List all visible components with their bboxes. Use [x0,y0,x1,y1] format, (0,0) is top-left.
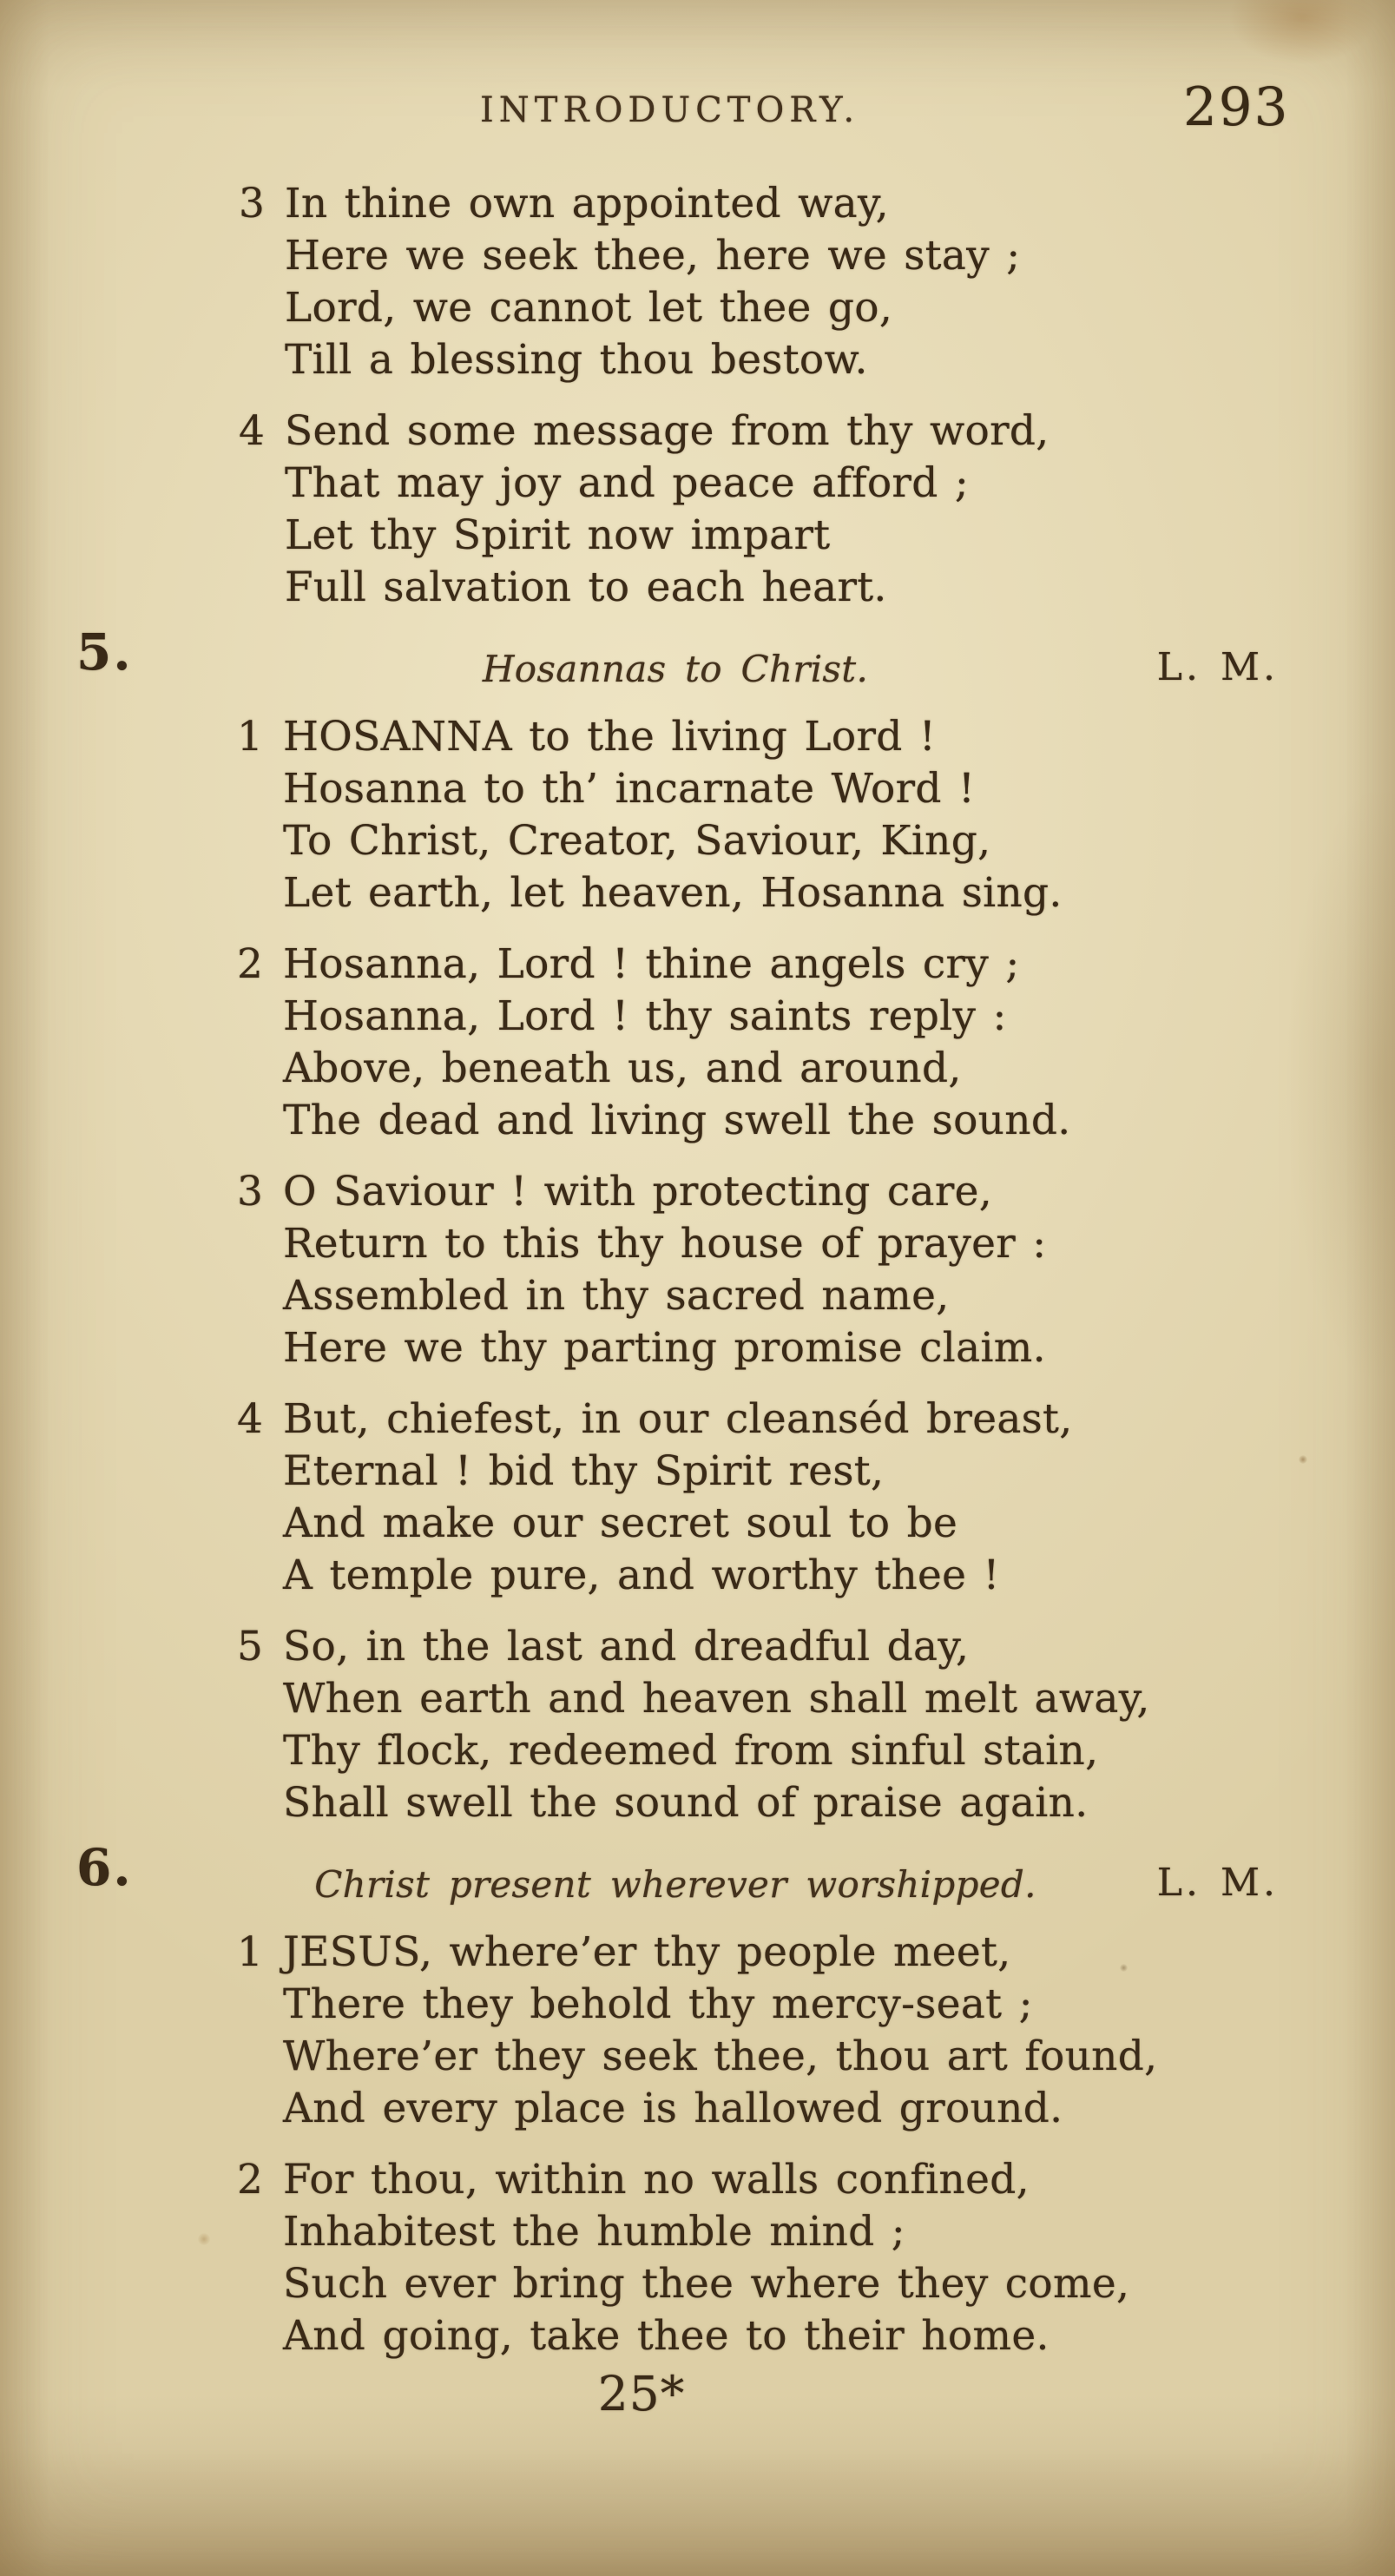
verse-line: A temple pure, and worthy thee ! [283,1552,1000,1599]
hymn-verse [237,1927,1395,2135]
verse-line: There they behold thy mercy-seat ; [283,1980,1033,2028]
hymn-meter: L. M. [1156,1861,1279,1905]
verse-line: Let earth, let heaven, Hosanna sing. [283,869,1063,917]
hymn-verse [237,2154,1395,2362]
hymn-verses [237,1927,1395,2362]
verse-lines [283,1621,1395,1829]
verse-line: Here we seek thee, here we stay ; [285,232,1021,280]
hymn-title: Hosannas to Christ. [482,648,869,690]
verse-number: 5 [237,1623,264,1670]
verse-line: And make our secret soul to be [283,1499,958,1547]
verse-line: Hosanna, Lord ! thine angels cry ; [283,940,1020,988]
page-footer [0,2368,1395,2437]
verse-lines [283,2154,1395,2362]
verse-line: Eternal ! bid thy Spirit rest, [283,1447,885,1495]
verse-line: Where’er they seek thee, thou art found, [283,2032,1158,2080]
hymn-meter: L. M. [1156,645,1279,689]
page-bottom-shadow [0,2448,1395,2576]
hymn-verse [237,939,1395,1147]
verse-line: Above, beneath us, and around, [283,1044,962,1092]
verse-line: That may joy and peace afford ; [285,459,969,507]
verse-number: 1 [237,1928,264,1976]
verse-lines [283,1166,1395,1374]
verse-line: Full salvation to each heart. [285,563,887,611]
hymn-section [0,1838,1395,2362]
verse-line: In thine own appointed way, [285,180,889,227]
verse-number: 2 [237,940,264,988]
verse-line: Thy flock, redeemed from sinful stain, [283,1727,1099,1775]
hymn-text-area [0,178,1395,2437]
verse-line: And every place is hallowed ground. [283,2085,1063,2132]
hymn-title: Christ present wherever worshipped. [314,1863,1036,1906]
hymn-heading [0,623,1395,690]
verse-line: O Saviour ! with protecting care, [283,1168,992,1216]
page-number: 293 [1183,76,1290,138]
verse-line: So, in the last and dreadful day, [283,1623,970,1670]
verse-lines [283,711,1395,919]
verse-line: Inhabitest the humble mind ; [283,2208,905,2256]
paper-stain [1228,0,1376,65]
running-title: INTRODUCTORY. [480,90,860,130]
verse-number: 2 [237,2156,264,2204]
verse-line: When earth and heaven shall melt away, [283,1675,1150,1723]
verse-line: Such ever bring thee where they come, [283,2260,1130,2308]
verse-lines [283,939,1395,1147]
verse-line: Hosanna to th’ incarnate Word ! [283,765,976,813]
verse-line: Shall swell the sound of praise again. [283,1779,1089,1827]
verse-line: Return to this thy house of prayer : [283,1220,1047,1268]
verse-line: JESUS, where’er thy people meet, [283,1928,1011,1976]
verse-lines [283,1927,1395,2135]
hymn-number: 6. [76,1838,133,1897]
hymn-verse [237,1393,1395,1602]
hymn-verse [237,711,1395,919]
page-header [0,78,1395,148]
verse-line: Till a blessing thou bestow. [285,336,868,384]
hymn-section [0,623,1395,1829]
verse-line: Send some message from thy word, [285,407,1050,455]
hymn-heading [0,1838,1395,1906]
verse-line: HOSANNA to the living Lord ! [283,713,937,761]
verse-line: The dead and living swell the sound. [283,1097,1071,1144]
signature-mark: 25* [597,2366,686,2421]
verse-line: But, chiefest, in our cleanséd breast, [283,1395,1073,1443]
verse-lines [285,178,1395,386]
verse-number: 3 [239,180,266,227]
hymn-verses [237,711,1395,1829]
verse-line: Assembled in thy sacred name, [283,1272,950,1320]
verse-line: For thou, within no walls confined, [283,2156,1030,2204]
verse-number: 3 [237,1168,264,1216]
verse-line: To Christ, Creator, Saviour, King, [283,817,991,865]
hymn-number: 5. [76,623,133,682]
hymn-verse [239,178,1395,386]
hymn-verse [237,1621,1395,1829]
verse-number: 1 [237,713,264,761]
hymn-verse [239,405,1395,614]
verse-line: And going, take thee to their home. [283,2312,1050,2360]
verse-lines [283,1393,1395,1602]
verse-line: Hosanna, Lord ! thy saints reply : [283,992,1007,1040]
hymn-sections [0,623,1395,2362]
verse-line: Lord, we cannot let thee go, [285,284,893,332]
continued-hymn-verses [239,178,1395,614]
verse-number: 4 [237,1395,264,1443]
verse-number: 4 [239,407,266,455]
verse-lines [285,405,1395,614]
verse-line: Here we thy parting promise claim. [283,1324,1046,1372]
hymn-verse [237,1166,1395,1374]
verse-line: Let thy Spirit now impart [285,511,831,559]
